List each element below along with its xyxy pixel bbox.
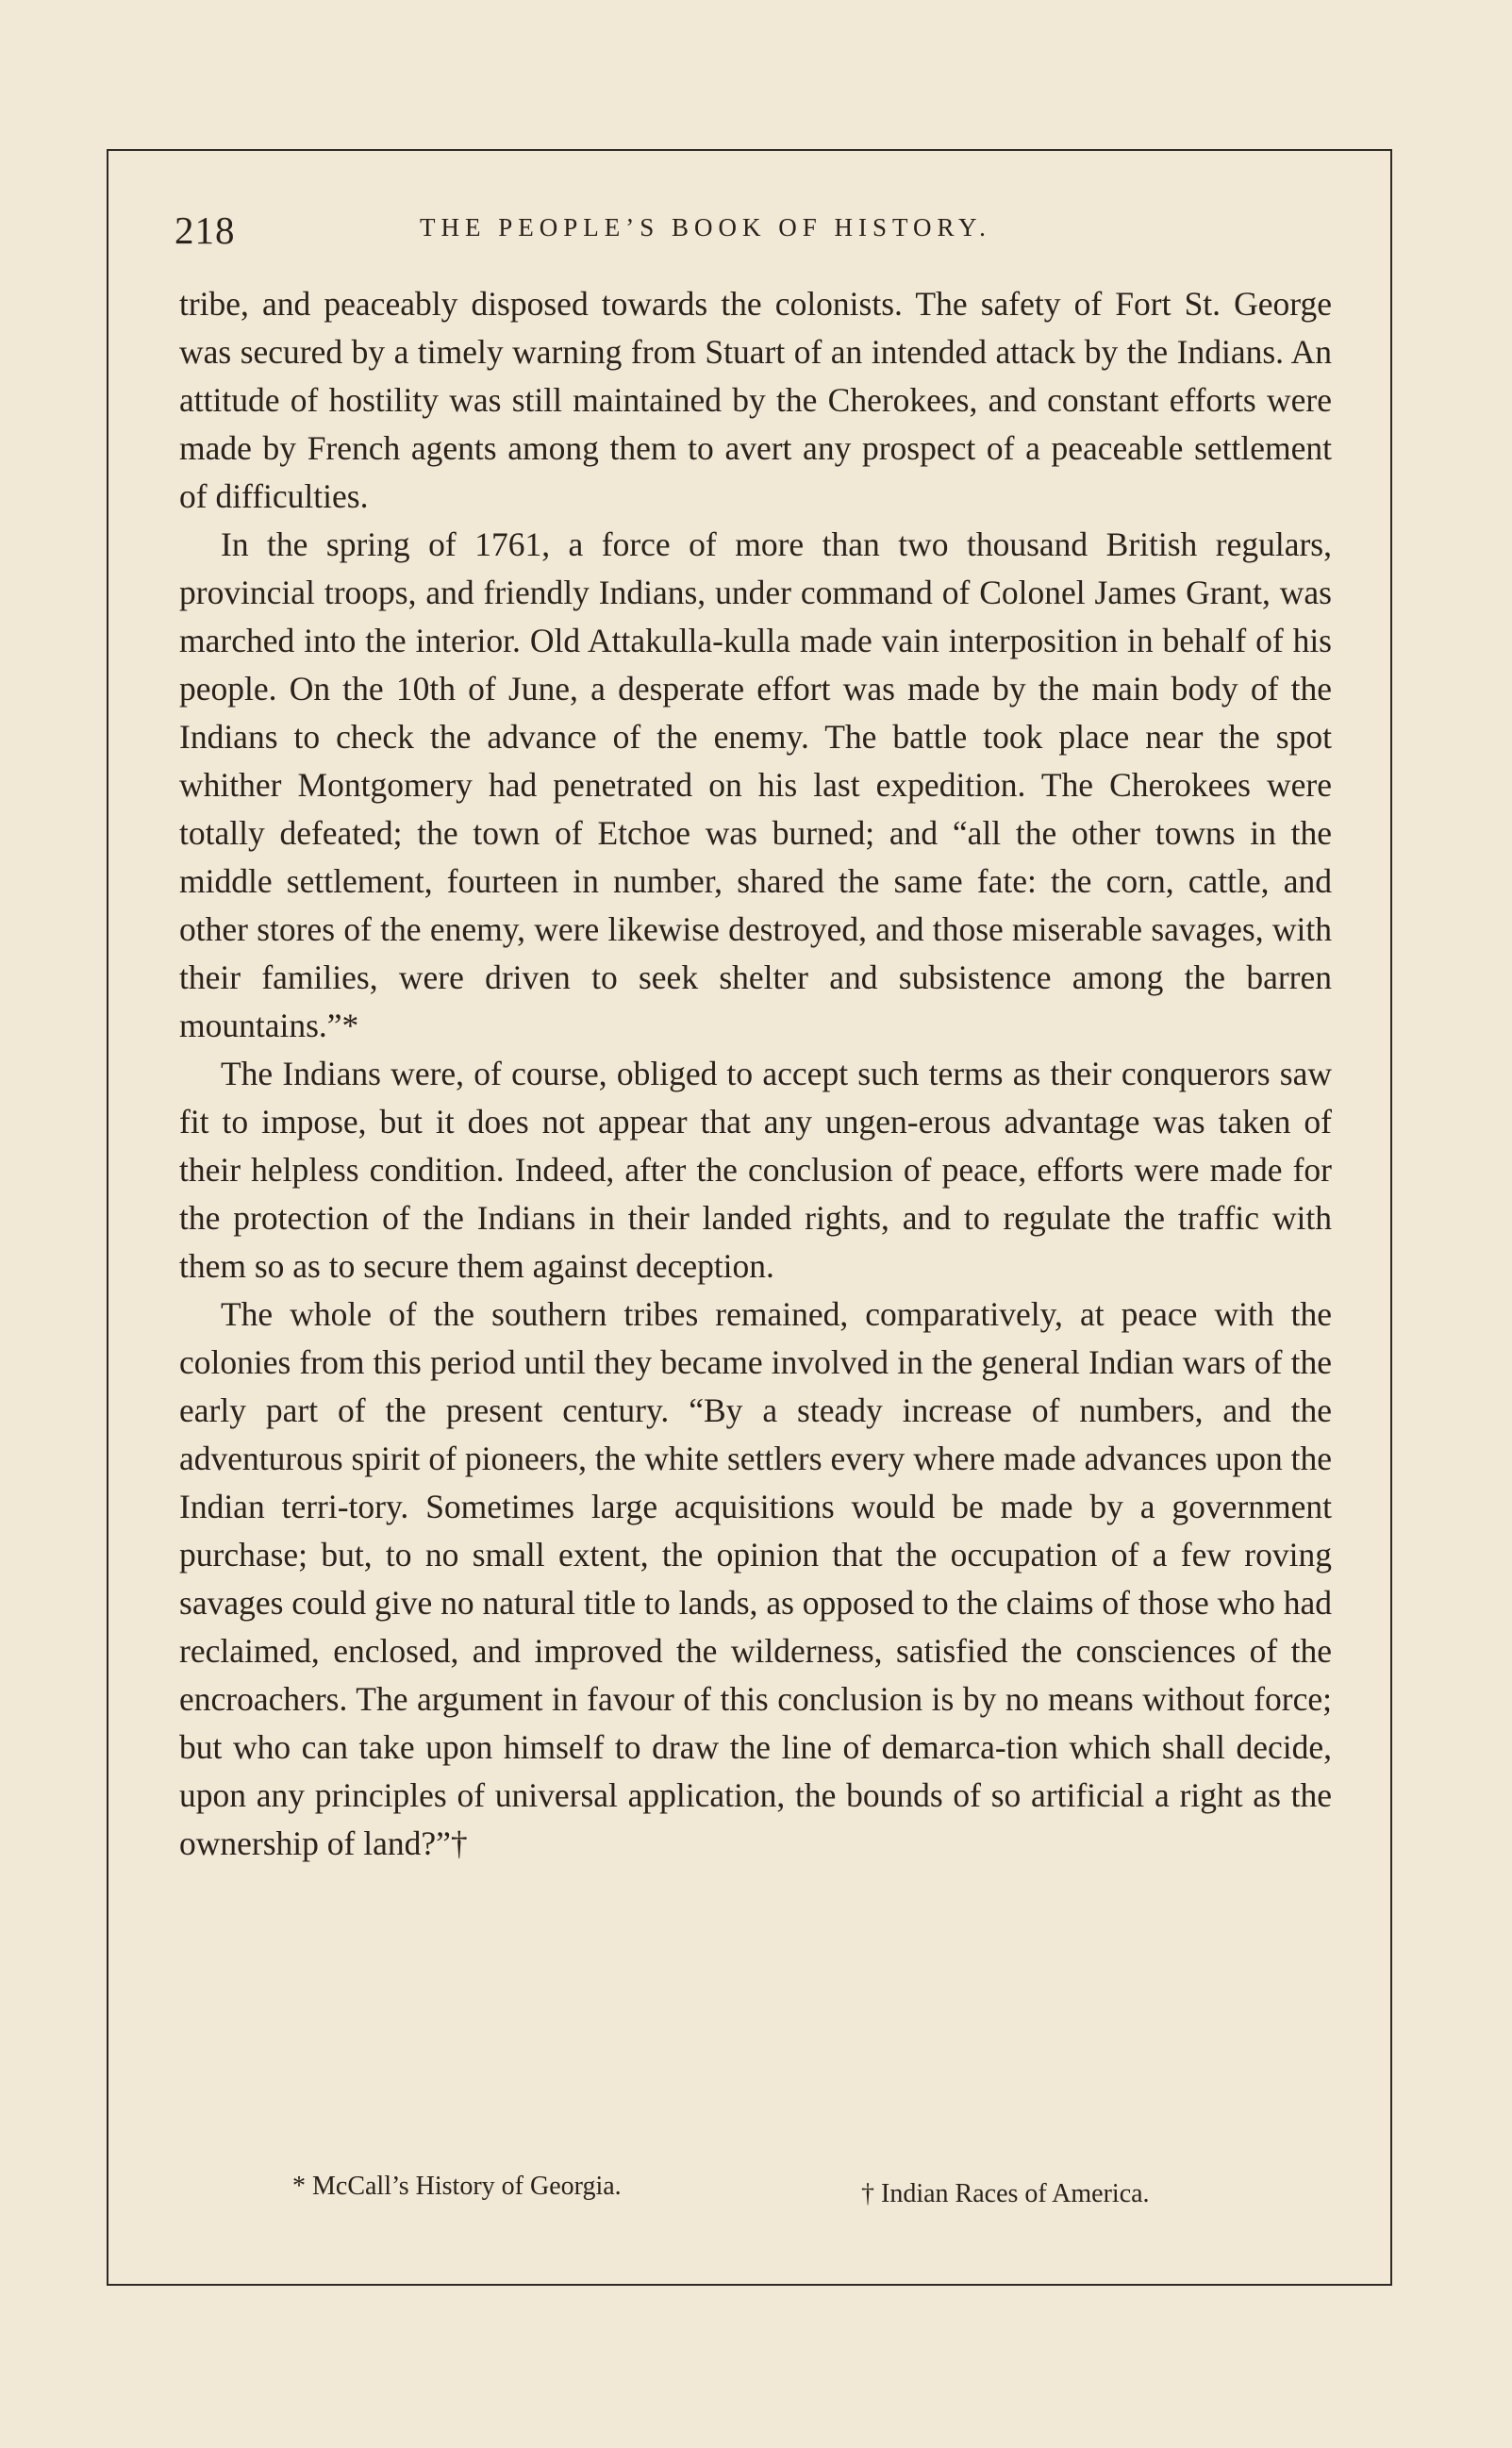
paragraph: In the spring of 1761, a force of more than two thousand British regulars, provincial troops, and friendly Indians, under command of Colonel James Grant, was marched into the interior. Old Attakulla-kulla made vain interposition in behalf of his people. On the 10th of June, a desperate effort was made by the main body of the Indians to check the advance of the enemy. The battle took place near the spot whither Montgomery had penetrated on his last expedition. The Cherokees were totally defeated; the town of Etchoe was burned; and “all the other towns in the middle settlement, fourteen in number, shared the same fate: the corn, cattle, and other stores of the enemy, were likewise destroyed, and those miserable savages, with their families, were driven to seek shelter and subsistence among the barren mountains.”* xyxy=(179,525,1332,1044)
paragraph: The Indians were, of course, obliged to accept such terms as their conquerors saw fit to impose, but it does not appear that any ungen-erous advantage was taken of their helpless condition. Indeed, after the conclusion of peace, efforts were made for the protection of the Indians in their landed rights, and to regulate the traffic with them so as to secure them against deception. xyxy=(179,1055,1332,1285)
page-header xyxy=(174,196,1335,262)
footnote: * McCall’s History of Georgia. xyxy=(292,2172,622,2201)
footnote: † Indian Races of America. xyxy=(861,2179,1150,2208)
body-text xyxy=(179,280,1332,1868)
running-title: THE PEOPLE’S BOOK OF HISTORY. xyxy=(420,213,991,241)
paragraph: tribe, and peaceably disposed towards the colonists. The safety of Fort St. George was secured by a timely warning from Stuart of an intended attack by the Indians. An attitude of hostility was still maintained by the Cherokees, and constant efforts were made by French agents among them to avert any prospect of a peaceable settlement of difficulties. xyxy=(179,285,1332,515)
page-number: 218 xyxy=(174,208,236,252)
paragraph: The whole of the southern tribes remained, comparatively, at peace with the colonies from this period until they became involved in the general Indian wars of the early part of the present century. “By a steady increase of numbers, and the adventurous spirit of pioneers, the white settlers every where made advances upon the Indian terri-tory. Sometimes large acquisitions would be made by a government purchase; but, to no small extent, the opinion that the occupation of a few roving savages could give no natural title to lands, as opposed to the claims of those who had reclaimed, enclosed, and improved the wilderness, satisfied the consciences of the encroachers. The argument in favour of this conclusion is by no means without force; but who can take upon himself to draw the line of demarca-tion which shall decide, upon any principles of universal application, the bounds of so artificial a right as the ownership of land?”† xyxy=(179,1295,1332,1862)
footnotes xyxy=(292,2172,1292,2219)
